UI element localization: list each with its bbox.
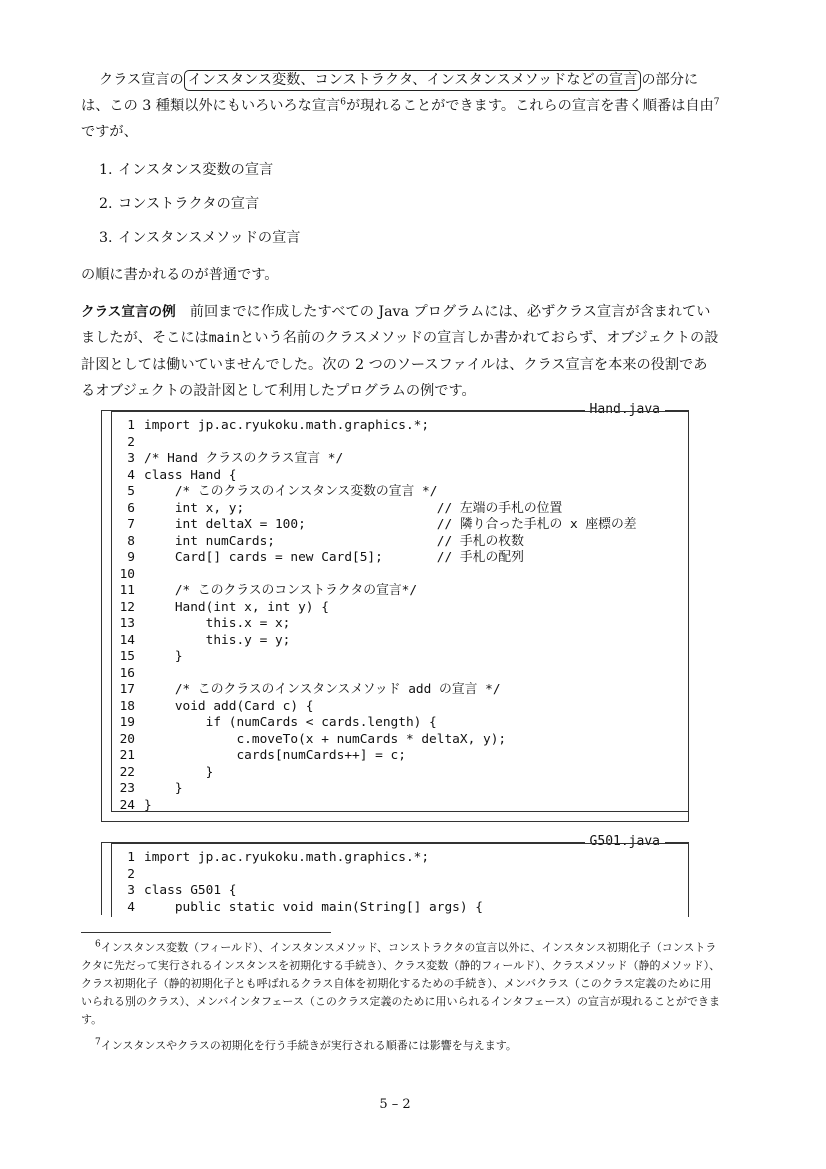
code-text: } <box>144 781 183 796</box>
code-text: int deltaX = 100; // 隣り合った手札の x 座標の差 <box>144 517 637 532</box>
code-line <box>112 501 688 518</box>
code-text: class G501 { <box>144 883 237 898</box>
code-line <box>112 600 688 617</box>
code-text: class Hand { <box>144 467 237 483</box>
hand-java-listing <box>101 401 689 821</box>
line-number: 22 <box>119 764 135 780</box>
code-line <box>112 781 688 798</box>
intro-text-1: クラス宣言の <box>99 72 184 88</box>
line-number: 24 <box>119 797 135 813</box>
page-number: 5 – 2 <box>379 1097 411 1112</box>
code-line <box>112 435 688 452</box>
code-text: import jp.ac.ryukoku.math.graphics.*; <box>144 850 430 865</box>
line-number: 8 <box>127 533 135 549</box>
example-text-2: という名前のクラスメソッドの宣言しか書かれておらず、オブジェクトの設計図としては働いていませんでした。次の 2 つのソースファイルは、クラス宣言を本来の役割であるオブジェクトの設計図として利用したプログラムの例です。 <box>81 330 719 399</box>
line-number: 10 <box>119 566 135 582</box>
code-text: } <box>144 764 214 780</box>
g501-java-listing <box>101 833 689 915</box>
code-text: int numCards; // 手札の枚数 <box>144 533 524 549</box>
code-text: } <box>144 797 152 813</box>
code-line <box>112 451 688 468</box>
footnote-ref-6[interactable]: 6 <box>340 97 346 108</box>
listing-filename: Hand.java <box>585 401 665 418</box>
footnote-7 <box>81 1037 721 1055</box>
footnote-ref-7[interactable]: 7 <box>713 97 720 108</box>
code-text: int x, y; // 左端の手札の位置 <box>144 500 563 516</box>
line-number: 3 <box>127 883 135 898</box>
code-line <box>112 850 688 867</box>
intro-text-4: ですが、 <box>81 124 138 140</box>
code-line <box>112 798 688 815</box>
code-text: /* このクラスのコンストラクタの宣言*/ <box>144 583 418 598</box>
code-line <box>112 616 688 633</box>
code-text: import jp.ac.ryukoku.math.graphics.*; <box>144 418 430 433</box>
code-block <box>111 843 689 917</box>
example-text-1: 前回までに作成したすべての Java プログラムには、必ずクラス宣言が含まれていましたが、そこには <box>81 304 711 346</box>
code-line <box>112 468 688 485</box>
line-number: 12 <box>119 599 135 615</box>
line-number: 6 <box>127 500 135 516</box>
list-item <box>99 225 300 259</box>
code-line <box>112 883 688 900</box>
list-number: 2. <box>99 196 113 212</box>
code-text: void add(Card c) { <box>144 698 314 714</box>
code-line <box>112 900 688 917</box>
code-line <box>112 715 688 732</box>
boxed-declarations: インスタンス変数、コンストラクタ、インスタンスメソッドなどの宣言 <box>184 70 642 91</box>
code-line <box>112 649 688 666</box>
hand-code <box>112 412 688 814</box>
code-line <box>112 567 688 584</box>
example-heading: クラス宣言の例 <box>81 304 176 320</box>
list-number: 3. <box>99 230 113 246</box>
list-text: コンストラクタの宣言 <box>118 196 260 212</box>
code-text: cards[numCards++] = c; <box>144 748 406 763</box>
line-number: 21 <box>119 748 135 763</box>
code-text: if (numCards < cards.length) { <box>144 715 437 730</box>
footnote-rule <box>81 932 331 933</box>
code-text: /* このクラスのインスタンスメソッド add の宣言 */ <box>144 682 501 697</box>
footnote-mark: 6 <box>95 939 101 950</box>
example-paragraph <box>81 299 721 404</box>
line-number: 20 <box>119 731 135 747</box>
code-text: /* このクラスのインスタンス変数の宣言 */ <box>144 484 438 499</box>
line-number: 23 <box>119 781 135 796</box>
listing-filename: G501.java <box>585 833 665 850</box>
code-line <box>112 583 688 600</box>
declaration-order-list <box>99 157 300 259</box>
line-number: 17 <box>119 682 135 697</box>
line-number: 2 <box>127 434 135 450</box>
intro-text-2: の部分には、この 3 種類以外にもいろいろな宣言 <box>81 72 699 114</box>
code-text: Card[] cards = new Card[5]; // 手札の配列 <box>144 550 524 565</box>
code-text: this.x = x; <box>144 616 291 631</box>
code-line <box>112 699 688 716</box>
code-text: c.moveTo(x + numCards * deltaX, y); <box>144 731 507 747</box>
list-text: インスタンス変数の宣言 <box>118 162 274 178</box>
code-text: Hand(int x, int y) { <box>144 599 329 615</box>
code-line <box>112 517 688 534</box>
g501-code <box>112 844 688 916</box>
code-line <box>112 418 688 435</box>
line-number: 5 <box>127 484 135 499</box>
intro-text-3: が現れることができます。これらの宣言を書く順番は自由 <box>345 98 714 114</box>
code-line <box>112 550 688 567</box>
line-number: 3 <box>127 451 135 466</box>
line-number: 13 <box>119 616 135 631</box>
order-tail-text: の順に書かれるのが普通です。 <box>81 267 279 283</box>
line-number: 11 <box>119 583 135 598</box>
line-number: 19 <box>119 715 135 730</box>
line-number: 7 <box>127 517 135 532</box>
footnote-text: インスタンスやクラスの初期化を行う手続きが実行される順番には影響を与えます。 <box>100 1039 517 1052</box>
code-text: public static void main(String[] args) { <box>144 899 483 915</box>
line-number: 16 <box>119 665 135 681</box>
footnote-text: インスタンス変数（フィールド）、インスタンスメソッド、コンストラクタの宣言以外に、インスタンス初期化子（コンストラクタに先だって実行されるインスタンスを初期化する手続き）、クラス変数（静的フィールド）、クラスメソッド（静的メソッド）、クラス初期化子（静的初期化子とも呼ばれるクラス自体を初期化するための手続き）、メンバクラス（このクラス定義のために用いられる別のクラス）、メンバインタフェース（このクラス定義のために用いられるインタフェース）の宣言が現れることができます。 <box>81 941 721 1026</box>
code-line <box>112 765 688 782</box>
list-item <box>99 157 300 191</box>
list-text: インスタンスメソッドの宣言 <box>118 230 301 246</box>
line-number: 15 <box>119 649 135 664</box>
code-line <box>112 633 688 650</box>
line-number: 14 <box>119 632 135 648</box>
code-line <box>112 484 688 501</box>
code-text: this.y = y; <box>144 632 291 648</box>
code-text: } <box>144 649 183 664</box>
line-number: 2 <box>127 866 135 882</box>
list-number: 1. <box>99 162 113 178</box>
main-code-word: main <box>208 331 241 346</box>
line-number: 4 <box>127 467 135 483</box>
line-number: 1 <box>127 418 135 433</box>
code-line <box>112 534 688 551</box>
intro-paragraph <box>81 67 721 145</box>
code-text: /* Hand クラスのクラス宣言 */ <box>144 451 344 466</box>
line-number: 4 <box>127 899 135 915</box>
code-line <box>112 682 688 699</box>
code-line <box>112 666 688 683</box>
list-item <box>99 191 300 225</box>
line-number: 1 <box>127 850 135 865</box>
footnote-6 <box>81 939 721 1029</box>
footnote-mark: 7 <box>95 1037 101 1048</box>
code-line <box>112 748 688 765</box>
code-block <box>111 411 689 812</box>
line-number: 9 <box>127 550 135 565</box>
code-line <box>112 732 688 749</box>
line-number: 18 <box>119 698 135 714</box>
code-line <box>112 867 688 884</box>
